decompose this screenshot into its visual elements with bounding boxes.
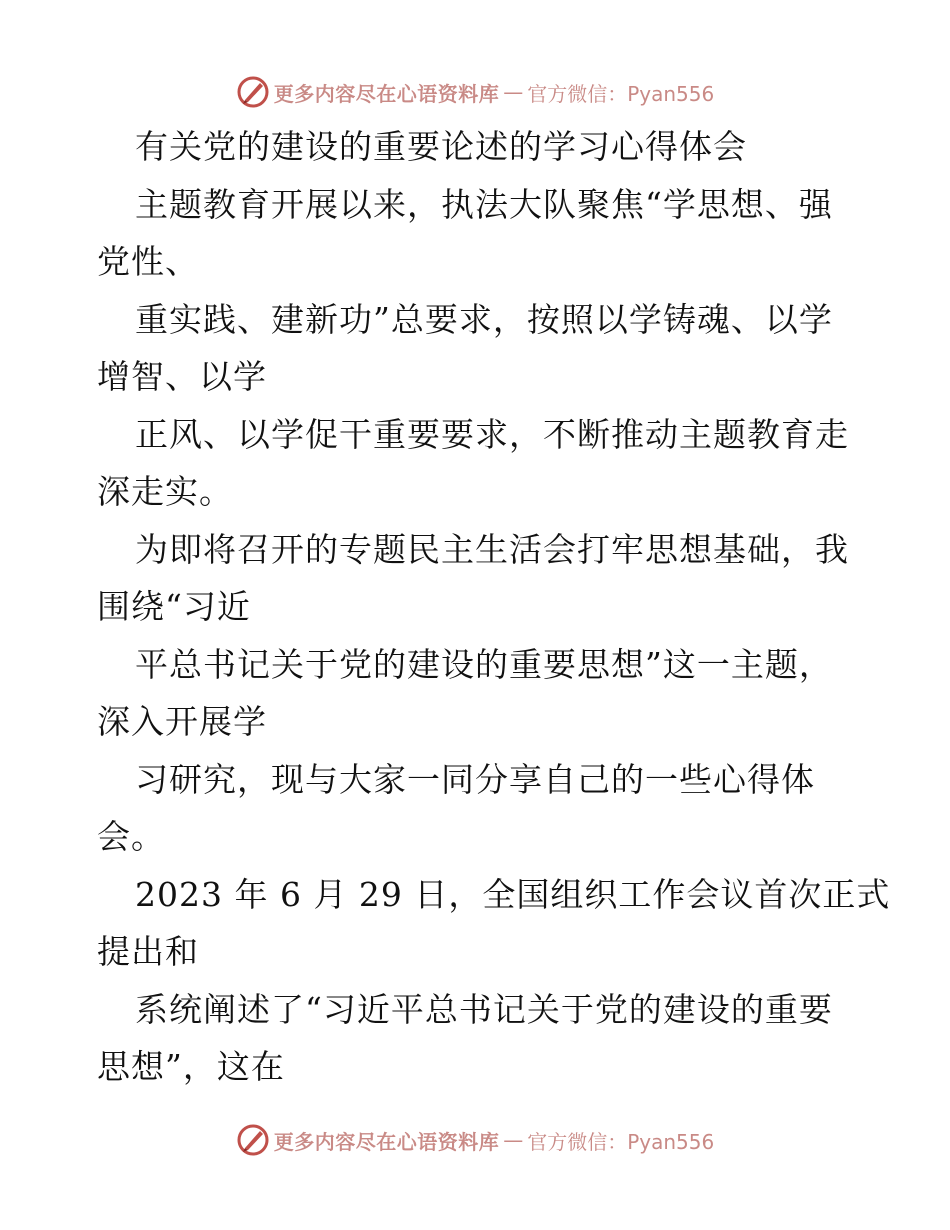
text-line: 正风、以学促干重要要求，不断推动主题教育走 <box>135 414 849 454</box>
text-line: 习研究，现与大家一同分享自己的一些心得体 <box>135 759 815 799</box>
text-line: 平总书记关于党的建设的重要思想”这一主题， <box>135 644 833 684</box>
text-line: 系统阐述了“习近平总书记关于党的建设的重要 <box>135 989 833 1029</box>
text-line: 围绕“习近 <box>97 587 251 626</box>
footer-banner <box>0 1120 950 1160</box>
text-line: 为即将召开的专题民主生活会打牢思想基础，我 <box>135 529 849 569</box>
footer-wechat-text: 官方微信：Pyan556 <box>527 1129 715 1154</box>
header-separator: — <box>503 80 524 104</box>
document-title: 有关党的建设的重要论述的学习心得体会 <box>135 127 747 166</box>
footer-site-text: 更多内容尽在心语资料库 <box>273 1129 500 1154</box>
header-banner <box>0 72 950 112</box>
text-line: 深走实。 <box>97 472 233 511</box>
footer-separator: — <box>503 1128 524 1152</box>
text-line: 重实践、建新功”总要求，按照以学铸魂、以学 <box>135 299 833 339</box>
text-line: 增智、以学 <box>97 357 267 396</box>
quill-pen-logo-icon <box>236 1123 270 1157</box>
document-body <box>97 118 891 1096</box>
text-line: 提出和 <box>97 932 199 971</box>
text-line: 党性、 <box>97 242 199 281</box>
header-wechat-text: 官方微信：Pyan556 <box>527 81 715 106</box>
text-line: 2023 年 6 月 29 日，全国组织工作会议首次正式 <box>135 874 891 914</box>
text-line: 主题教育开展以来，执法大队聚焦“学思想、强 <box>135 184 833 224</box>
quill-pen-logo-icon <box>236 75 270 109</box>
text-line: 思想”，这在 <box>97 1047 285 1086</box>
text-line: 深入开展学 <box>97 702 267 741</box>
text-line: 会。 <box>97 817 165 856</box>
header-site-text: 更多内容尽在心语资料库 <box>273 81 500 106</box>
